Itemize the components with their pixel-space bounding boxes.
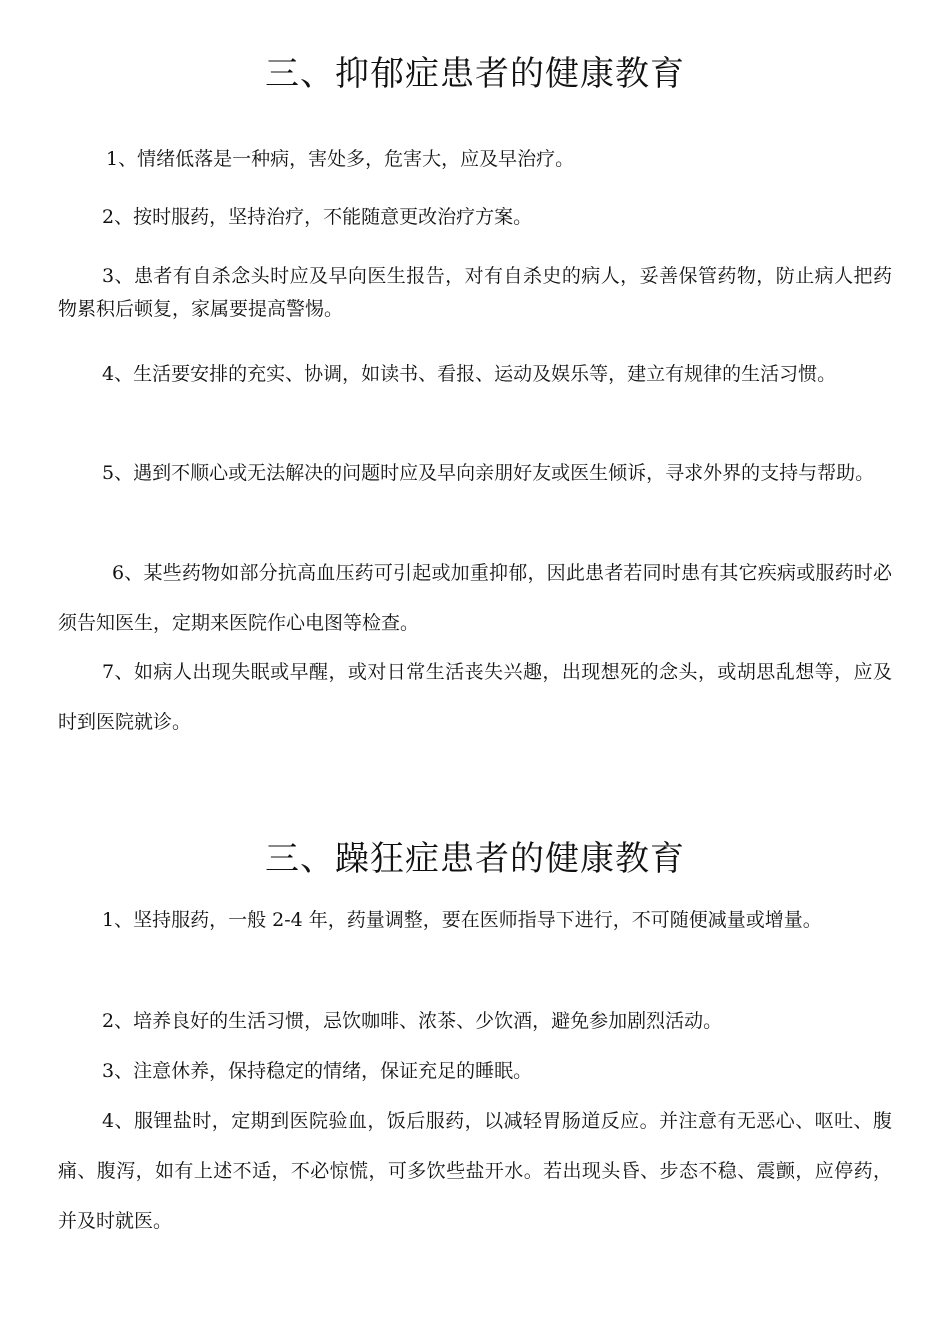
section-title-depression: 三、抑郁症患者的健康教育 xyxy=(265,54,685,94)
depression-item-4: 4、生活要安排的充实、协调，如读书、看报、运动及娱乐等，建立有规律的生活习惯。 xyxy=(102,363,837,385)
mania-item-3: 3、注意休养，保持稳定的情绪，保证充足的睡眠。 xyxy=(102,1060,533,1082)
depression-item-7: 7、如病人出现失眠或早醒，或对日常生活丧失兴趣，出现想死的念头，或胡思乱想等，应及时到医院就诊。 xyxy=(58,661,892,733)
depression-item-6: 6、某些药物如部分抗高血压药可引起或加重抑郁，因此患者若同时患有其它疾病或服药时必须告知医生，定期来医院作心电图等检查。 xyxy=(58,562,892,634)
depression-item-2: 2、按时服药，坚持治疗，不能随意更改治疗方案。 xyxy=(102,206,533,228)
depression-item-3: 3、患者有自杀念头时应及早向医生报告，对有自杀史的病人，妥善保管药物，防止病人把药物累积后顿复，家属要提高警惕。 xyxy=(58,265,892,320)
mania-item-1: 1、坚持服药，一般 2-4 年，药量调整，要在医师指导下进行，不可随便减量或增量。 xyxy=(102,909,822,931)
depression-item-1: 1、情绪低落是一种病，害处多，危害大，应及早治疗。 xyxy=(106,148,575,170)
section-title-mania: 三、躁狂症患者的健康教育 xyxy=(265,839,685,879)
mania-item-4: 4、服锂盐时，定期到医院验血，饭后服药，以减轻胃肠道反应。并注意有无恶心、呕吐、腹痛、腹泻，如有上述不适，不必惊慌，可多饮些盐开水。若出现头昏、步态不稳、震颤，应停药，并及时就医。 xyxy=(58,1110,892,1232)
depression-item-5: 5、遇到不顺心或无法解决的问题时应及早向亲朋好友或医生倾诉，寻求外界的支持与帮助。 xyxy=(102,462,875,484)
mania-item-2: 2、培养良好的生活习惯，忌饮咖啡、浓茶、少饮酒，避免参加剧烈活动。 xyxy=(102,1010,723,1032)
